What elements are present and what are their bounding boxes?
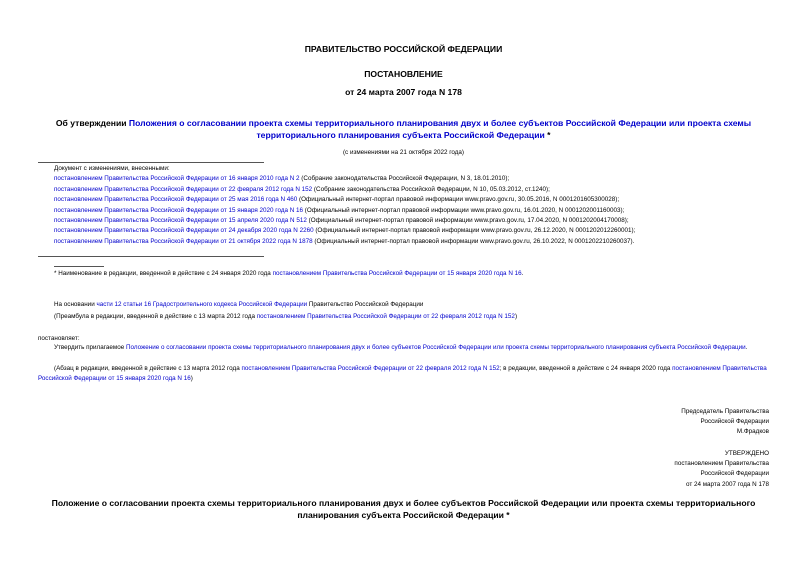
preamble-link[interactable]: постановлением Правительства Российской Федерации от 22 февраля 2012 года N 152 — [256, 313, 515, 320]
preamble-prefix: (Преамбула в редакции, введенной в действие с 13 марта 2012 года — [54, 313, 257, 320]
footnote-end: . — [521, 270, 524, 277]
list-item — [54, 174, 799, 184]
abzac-link-1[interactable]: постановлением Правительства Российской Федерации от 22 февраля 2012 года N 152 — [241, 365, 500, 372]
amendment-link[interactable]: постановлением Правительства Российской Федерации от 21 октября 2022 года N 1878 — [54, 237, 313, 245]
amendment-source: (Собрание законодательства Российской Федерации, N 3, 18.01.2010); — [299, 175, 510, 183]
approved-date: от 24 марта 2007 года N 178 — [685, 480, 769, 488]
abzac-link-2[interactable]: постановлением Правительства Российской Федерации от 15 января 2020 года N 16 — [38, 365, 767, 383]
amendment-link[interactable]: постановлением Правительства Российской Федерации от 22 февраля 2012 года N 152 — [54, 185, 313, 193]
amendment-link[interactable]: постановлением Правительства Российской Федерации от 15 января 2020 года N 16 — [54, 206, 304, 214]
approve-regulation-link[interactable]: Положение о согласовании проекта схемы территориального планирования двух и более субъектов Российской Федерации или проекта схемы территориального планирования субъекта Российской Федерации — [125, 344, 746, 351]
divider-bottom — [38, 256, 264, 257]
amendments-list — [54, 164, 799, 247]
abzac-prefix: (Абзац в редакции, введенной в действие с 13 марта 2012 года — [54, 365, 242, 372]
amendment-link[interactable]: постановлением Правительства Российской Федерации от 16 января 2010 года N 2 — [54, 175, 300, 183]
signature-block — [681, 407, 769, 438]
document-title — [30, 117, 777, 141]
approved-by: постановлением Правительства — [674, 460, 769, 468]
abzac-middle: ; в редакции, введенной в действие с 24 января 2020 года — [499, 365, 673, 372]
document-date-number: от 24 марта 2007 года N 178 — [345, 87, 462, 97]
amendments-heading: Документ с изменениями, внесенными: — [54, 165, 170, 172]
basis-paragraph — [54, 300, 423, 310]
signature-position: Председатель Правительства — [681, 408, 769, 415]
regulation-title: Положение о согласовании проекта схемы территориального планирования двух и более субъектов Российской Федерации или проекта схемы территориального планирования субъекта Российской Федерации * — [51, 498, 756, 520]
preamble-note — [54, 312, 517, 322]
amendment-source: (Официальный интернет-портал правовой информации www.pravo.gov.ru, 30.05.2016, N 0001201605300028); — [297, 196, 620, 204]
footnote-link[interactable]: постановлением Правительства Российской Федерации от 15 января 2020 года N 16 — [272, 270, 522, 277]
abzac-note — [38, 364, 773, 385]
amendment-link[interactable]: постановлением Правительства Российской Федерации от 24 декабря 2020 года N 2260 — [54, 227, 314, 235]
approval-stamp — [674, 449, 769, 490]
signature-organization: Российской Федерации — [700, 418, 769, 426]
document-type: ПОСТАНОВЛЕНИЕ — [364, 69, 443, 79]
signature-name: М.Фрадков — [736, 428, 769, 436]
preamble-suffix: ) — [514, 313, 518, 320]
title-prefix: Об утверждении — [55, 118, 129, 128]
list-item — [54, 206, 799, 216]
approved-organization: Российской Федерации — [700, 470, 769, 478]
amendment-link[interactable]: постановлением Правительства Российской Федерации от 25 мая 2016 года N 460 — [54, 196, 298, 204]
amendment-link[interactable]: постановлением Правительства Российской Федерации от 15 апреля 2020 года N 512 — [54, 217, 307, 225]
approve-paragraph — [38, 343, 768, 353]
footnote-text: * Наименование в редакции, введенной в действие с 24 января 2020 года — [54, 270, 273, 277]
divider-top — [38, 162, 264, 163]
amendment-source: (Официальный интернет-портал правовой информации www.pravo.gov.ru, 26.12.2020, N 0001202012260001); — [313, 227, 636, 235]
decides-text: постановляет: — [38, 335, 80, 342]
amendment-source: (Официальный интернет-портал правовой информации www.pravo.gov.ru, 16.01.2020, N 0001202001160003); — [303, 206, 625, 214]
title-regulation-link[interactable]: Положения о согласовании проекта схемы территориального планирования двух и более субъектов Российской Федерации или проекта схемы территориального планирования субъекта Российской Федерации — [128, 118, 752, 140]
government-heading: ПРАВИТЕЛЬСТВО РОССИЙСКОЙ ФЕДЕРАЦИИ — [304, 44, 503, 54]
list-item — [54, 237, 799, 247]
list-item — [54, 226, 799, 236]
changes-date-note: (с изменениями на 21 октября 2022 года) — [342, 149, 465, 156]
amendment-source: (Собрание законодательства Российской Федерации, N 10, 05.03.2012, ст.1240); — [312, 185, 550, 193]
abzac-suffix: ) — [190, 375, 193, 383]
basis-prefix: На основании — [54, 301, 97, 308]
list-item — [54, 195, 799, 205]
basis-code-link[interactable]: части 12 статьи 16 Градостроительного кодекса Российской Федерации — [96, 301, 308, 308]
footnote-divider — [54, 266, 104, 267]
approve-prefix: Утвердить прилагаемое — [54, 344, 126, 351]
approve-suffix: . — [745, 344, 748, 351]
amendment-source: (Официальный интернет-портал правовой информации www.pravo.gov.ru, 26.10.2022, N 0001202210260037). — [312, 237, 635, 245]
basis-suffix: Правительство Российской Федерации — [307, 301, 424, 308]
footnote — [54, 270, 523, 277]
amendment-source: (Официальный интернет-портал правовой информации www.pravo.gov.ru, 17.04.2020, N 0001202004170008); — [306, 217, 629, 225]
list-item — [54, 185, 799, 195]
list-item — [54, 216, 799, 226]
approved-label: УТВЕРЖДЕНО — [724, 450, 769, 457]
title-suffix: * — [544, 130, 551, 140]
